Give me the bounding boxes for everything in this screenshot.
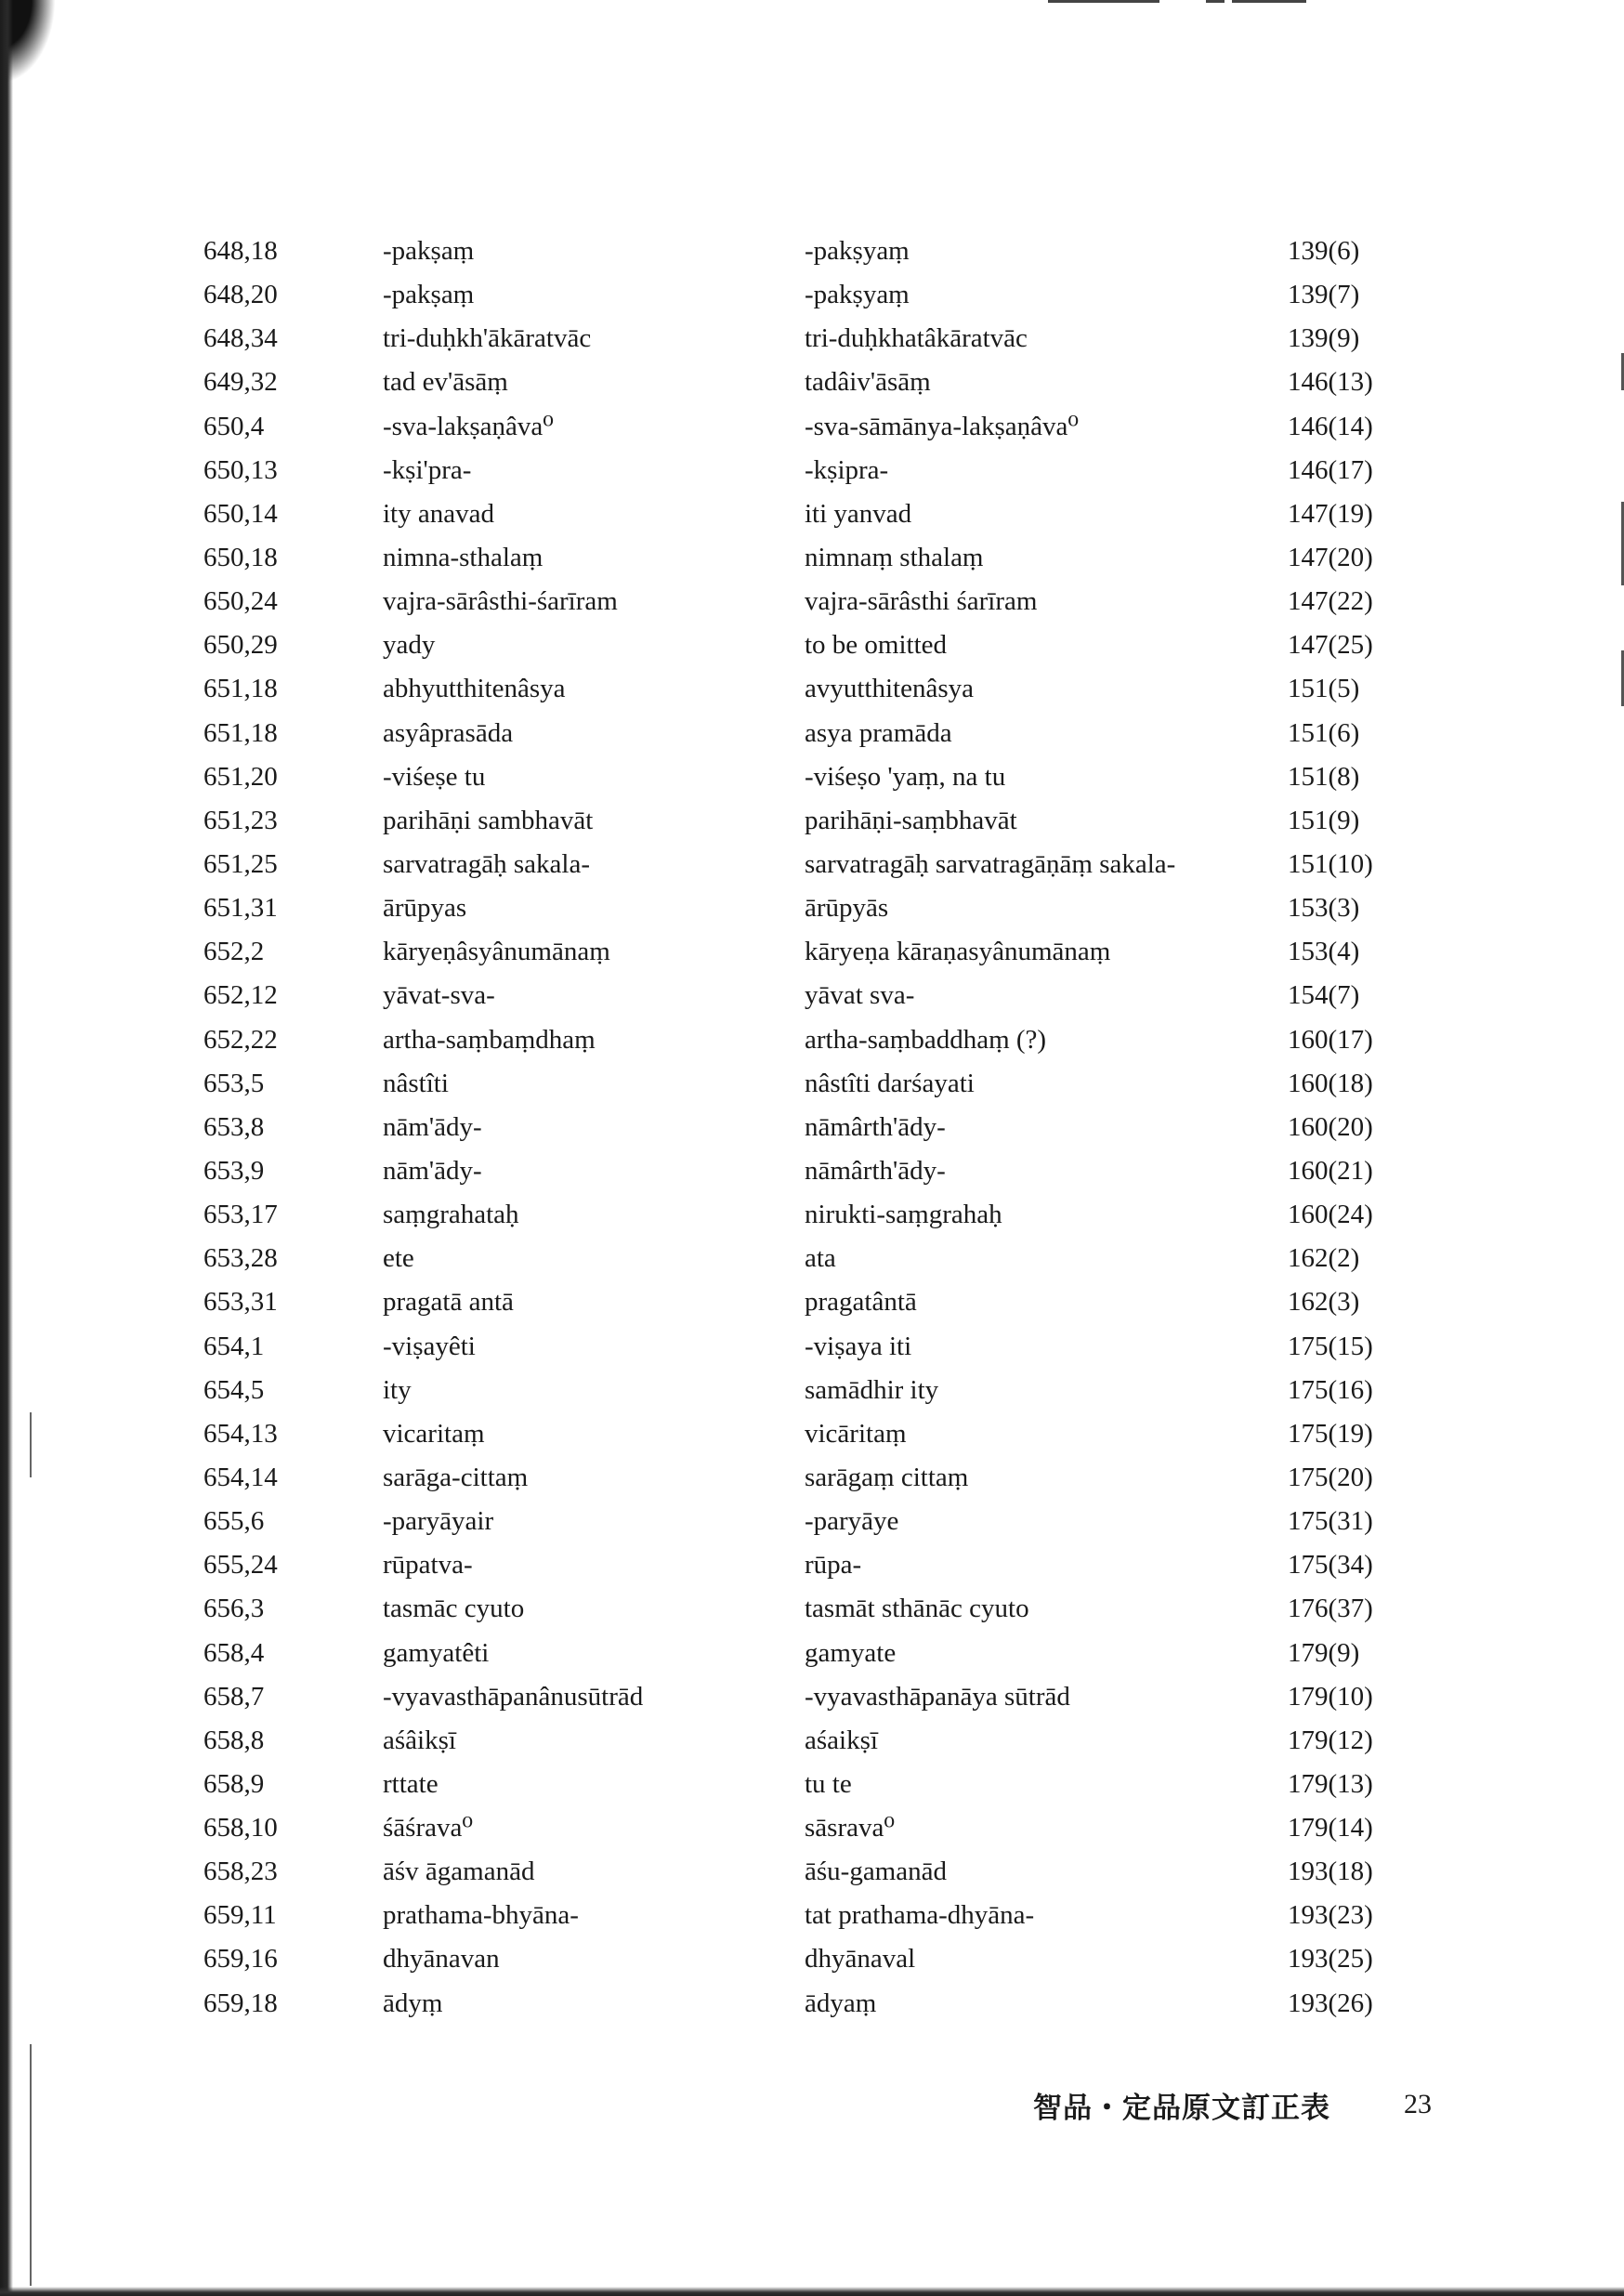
corrected-reading-cell: nimnaṃ sthalaṃ — [805, 542, 984, 572]
reference-cell: 651,25 — [203, 848, 278, 879]
reference-cell: 651,31 — [203, 893, 278, 924]
reference-cell: 653,31 — [203, 1287, 278, 1318]
footer-title: 智品・定品原文訂正表 — [1033, 2092, 1330, 2125]
original-reading-cell: ārūpyas — [383, 893, 467, 924]
table-row — [0, 974, 1624, 1017]
table-row — [0, 1062, 1624, 1106]
scan-mark-left — [30, 2044, 32, 2286]
corrected-reading-cell: rūpa- — [805, 1550, 862, 1581]
corrected-reading-cell: aśaikṣī — [805, 1725, 878, 1755]
table-row — [0, 1018, 1624, 1062]
reference-cell: 653,5 — [203, 1068, 265, 1098]
reference-cell: 658,7 — [203, 1681, 265, 1712]
reference-cell: 656,3 — [203, 1594, 265, 1624]
page-line-cell: 146(14) — [1288, 411, 1373, 441]
original-reading-cell: gamyatêti — [383, 1637, 490, 1668]
page-line-cell: 179(12) — [1288, 1725, 1373, 1755]
page-line-cell: 151(10) — [1288, 848, 1373, 879]
page-line-cell: 147(25) — [1288, 630, 1373, 661]
corrected-reading-cell: parihāṇi-saṃbhavāt — [805, 805, 1017, 835]
reference-cell: 648,18 — [203, 236, 278, 266]
table-row — [0, 1937, 1624, 1981]
original-reading-cell: ity — [383, 1374, 412, 1405]
reference-cell: 655,24 — [203, 1550, 278, 1581]
reference-cell: 653,28 — [203, 1243, 278, 1274]
original-reading-cell: -sva-lakṣaṇâva⁰ — [383, 411, 554, 441]
original-reading-cell: sarāga-cittaṃ — [383, 1462, 529, 1492]
reference-cell: 654,14 — [203, 1462, 278, 1492]
corrected-reading-cell: nirukti-saṃgrahaḥ — [805, 1200, 1002, 1230]
corrected-reading-cell: avyutthitenâsya — [805, 674, 975, 704]
scan-mark-top — [1232, 0, 1306, 3]
table-row — [0, 317, 1624, 361]
corrected-reading-cell: nāmârth'ādy- — [805, 1111, 946, 1142]
corrected-reading-cell: dhyānaval — [805, 1944, 916, 1975]
original-reading-cell: vajra-sārâsthi-śarīram — [383, 586, 618, 617]
page-line-cell: 175(31) — [1288, 1506, 1373, 1537]
table-row — [0, 930, 1624, 974]
reference-cell: 655,6 — [203, 1506, 265, 1537]
page-line-cell: 175(19) — [1288, 1418, 1373, 1449]
corrected-reading-cell: -viṣaya iti — [805, 1331, 912, 1361]
corrected-reading-cell: iti yanvad — [805, 498, 912, 529]
original-reading-cell: -viṣayêti — [383, 1331, 476, 1361]
corrected-reading-cell: vajra-sārâsthi śarīram — [805, 586, 1038, 617]
reference-cell: 651,18 — [203, 674, 278, 704]
original-reading-cell: ādyṃ — [383, 1988, 443, 2018]
page-line-cell: 175(15) — [1288, 1331, 1373, 1361]
original-reading-cell: -viśeṣe tu — [383, 761, 486, 792]
corrected-reading-cell: -vyavasthāpanāya sūtrād — [805, 1681, 1070, 1712]
page-line-cell: 162(2) — [1288, 1243, 1360, 1274]
page-line-cell: 162(3) — [1288, 1287, 1360, 1318]
original-reading-cell: nâstîti — [383, 1068, 449, 1098]
corrected-reading-cell: nāmârth'ādy- — [805, 1155, 946, 1186]
table-row — [0, 1412, 1624, 1456]
corrected-reading-cell: sarāgaṃ cittaṃ — [805, 1462, 969, 1492]
reference-cell: 659,16 — [203, 1944, 278, 1975]
original-reading-cell: rttate — [383, 1768, 439, 1799]
page-line-cell: 176(37) — [1288, 1594, 1373, 1624]
table-row — [0, 1850, 1624, 1894]
reference-cell: 652,22 — [203, 1024, 278, 1055]
corrected-reading-cell: tri-duḥkhatâkāratvāc — [805, 323, 1028, 354]
table-row — [0, 1456, 1624, 1500]
table-row — [0, 1193, 1624, 1237]
reference-cell: 658,4 — [203, 1637, 265, 1668]
original-reading-cell: tri-duḥkh'ākāratvāc — [383, 323, 592, 354]
page-line-cell: 160(18) — [1288, 1068, 1373, 1098]
original-reading-cell: kāryeṇâsyânumānaṃ — [383, 937, 610, 967]
page-line-cell: 193(26) — [1288, 1988, 1373, 2018]
original-reading-cell: asyâprasāda — [383, 717, 514, 748]
table-row — [0, 1763, 1624, 1806]
page-line-cell: 179(10) — [1288, 1681, 1373, 1712]
table-row — [0, 230, 1624, 273]
original-reading-cell: artha-saṃbaṃdhaṃ — [383, 1024, 596, 1055]
original-reading-cell: sarvatragāḥ sakala- — [383, 848, 591, 879]
corrected-reading-cell: tat prathama-dhyāna- — [805, 1900, 1035, 1931]
page-line-cell: 147(20) — [1288, 542, 1373, 572]
original-reading-cell: -kṣi'pra- — [383, 454, 472, 485]
corrected-reading-cell: nâstîti darśayati — [805, 1068, 975, 1098]
original-reading-cell: yāvat-sva- — [383, 980, 495, 1011]
original-reading-cell: -pakṣaṃ — [383, 280, 475, 310]
original-reading-cell: saṃgrahataḥ — [383, 1200, 519, 1230]
corrected-reading-cell: artha-saṃbaddhaṃ (?) — [805, 1024, 1047, 1055]
scan-mark-top — [1206, 0, 1225, 3]
page-line-cell: 146(17) — [1288, 454, 1373, 485]
reference-cell: 659,18 — [203, 1988, 278, 2018]
table-row — [0, 1587, 1624, 1631]
original-reading-cell: āśv āgamanād — [383, 1856, 535, 1887]
reference-cell: 650,14 — [203, 498, 278, 529]
corrected-reading-cell: sarvatragāḥ sarvatragāṇāṃ sakala- — [805, 848, 1176, 879]
original-reading-cell: aśâikṣī — [383, 1725, 456, 1755]
table-row — [0, 1237, 1624, 1280]
corrected-reading-cell: -kṣipra- — [805, 454, 889, 485]
page-line-cell: 160(20) — [1288, 1111, 1373, 1142]
original-reading-cell: rūpatva- — [383, 1550, 473, 1581]
original-reading-cell: tad ev'āsāṃ — [383, 367, 508, 398]
reference-cell: 650,24 — [203, 586, 278, 617]
reference-cell: 652,12 — [203, 980, 278, 1011]
corrected-reading-cell: ādyaṃ — [805, 1988, 877, 2018]
page-line-cell: 151(9) — [1288, 805, 1360, 835]
table-row — [0, 580, 1624, 623]
reference-cell: 658,9 — [203, 1768, 265, 1799]
page-line-cell: 151(5) — [1288, 674, 1360, 704]
table-row — [0, 1632, 1624, 1675]
reference-cell: 654,5 — [203, 1374, 265, 1405]
page-number: 23 — [1404, 2089, 1432, 2119]
original-reading-cell: ity anavad — [383, 498, 494, 529]
table-row — [0, 449, 1624, 492]
original-reading-cell: abhyutthitenâsya — [383, 674, 566, 704]
table-row — [0, 1500, 1624, 1543]
reference-cell: 648,20 — [203, 280, 278, 310]
page-line-cell: 147(19) — [1288, 498, 1373, 529]
original-reading-cell: parihāṇi sambhavāt — [383, 805, 594, 835]
original-reading-cell: prathama-bhyāna- — [383, 1900, 579, 1931]
scan-shadow-bottom-edge — [0, 2287, 1624, 2296]
corrected-reading-cell: to be omitted — [805, 630, 948, 661]
reference-cell: 653,9 — [203, 1155, 265, 1186]
original-reading-cell: -vyavasthāpanânusūtrād — [383, 1681, 644, 1712]
corrected-reading-cell: samādhir ity — [805, 1374, 939, 1405]
reference-cell: 650,18 — [203, 542, 278, 572]
corrected-reading-cell: -pakṣyaṃ — [805, 280, 910, 310]
reference-cell: 651,18 — [203, 717, 278, 748]
page-line-cell: 193(25) — [1288, 1944, 1373, 1975]
table-row — [0, 1675, 1624, 1719]
original-reading-cell: dhyānavan — [383, 1944, 500, 1975]
original-reading-cell: vicaritaṃ — [383, 1418, 485, 1449]
reference-cell: 654,1 — [203, 1331, 265, 1361]
reference-cell: 651,23 — [203, 805, 278, 835]
table-row — [0, 1280, 1624, 1324]
reference-cell: 653,8 — [203, 1111, 265, 1142]
page-line-cell: 153(4) — [1288, 937, 1360, 967]
page-line-cell: 179(14) — [1288, 1813, 1373, 1843]
page-line-cell: 160(24) — [1288, 1200, 1373, 1230]
table-row — [0, 273, 1624, 317]
corrected-reading-cell: ata — [805, 1243, 836, 1274]
reference-cell: 658,8 — [203, 1725, 265, 1755]
page-line-cell: 193(18) — [1288, 1856, 1373, 1887]
table-row — [0, 843, 1624, 886]
reference-cell: 651,20 — [203, 761, 278, 792]
reference-cell: 649,32 — [203, 367, 278, 398]
reference-cell: 650,4 — [203, 411, 265, 441]
table-row — [0, 712, 1624, 755]
corrected-reading-cell: -pakṣyaṃ — [805, 236, 910, 266]
table-row — [0, 1982, 1624, 2026]
page-line-cell: 179(13) — [1288, 1768, 1373, 1799]
reference-cell: 648,34 — [203, 323, 278, 354]
page-line-cell: 153(3) — [1288, 893, 1360, 924]
page-line-cell: 193(23) — [1288, 1900, 1373, 1931]
table-row — [0, 667, 1624, 711]
table-row — [0, 799, 1624, 843]
original-reading-cell: nām'ādy- — [383, 1111, 482, 1142]
corrections-table — [0, 230, 1624, 2026]
original-reading-cell: pragatā antā — [383, 1287, 514, 1318]
page-line-cell: 175(34) — [1288, 1550, 1373, 1581]
table-row — [0, 755, 1624, 799]
reference-cell: 653,17 — [203, 1200, 278, 1230]
page-line-cell: 139(6) — [1288, 236, 1360, 266]
page-line-cell: 139(7) — [1288, 280, 1360, 310]
corrected-reading-cell: -paryāye — [805, 1506, 899, 1537]
corrected-reading-cell: āśu-gamanād — [805, 1856, 947, 1887]
page-line-cell: 175(20) — [1288, 1462, 1373, 1492]
table-row — [0, 492, 1624, 536]
table-row — [0, 1369, 1624, 1412]
page-line-cell: 175(16) — [1288, 1374, 1373, 1405]
page-line-cell: 139(9) — [1288, 323, 1360, 354]
page-line-cell: 160(21) — [1288, 1155, 1373, 1186]
table-row — [0, 623, 1624, 667]
page-line-cell: 147(22) — [1288, 586, 1373, 617]
table-row — [0, 536, 1624, 580]
original-reading-cell: śāśrava⁰ — [383, 1813, 473, 1843]
corrected-reading-cell: kāryeṇa kāraṇasyânumānaṃ — [805, 937, 1111, 967]
table-row — [0, 361, 1624, 404]
original-reading-cell: tasmāc cyuto — [383, 1594, 525, 1624]
corrected-reading-cell: tadâiv'āsāṃ — [805, 367, 931, 398]
corrected-reading-cell: -viśeṣo 'yaṃ, na tu — [805, 761, 1006, 792]
reference-cell: 650,29 — [203, 630, 278, 661]
corrected-reading-cell: pragatântā — [805, 1287, 917, 1318]
original-reading-cell: nimna-sthalaṃ — [383, 542, 544, 572]
table-row — [0, 886, 1624, 930]
page-line-cell: 179(9) — [1288, 1637, 1360, 1668]
corrected-reading-cell: tu te — [805, 1768, 852, 1799]
table-row — [0, 1106, 1624, 1149]
reference-cell: 654,13 — [203, 1418, 278, 1449]
corrected-reading-cell: gamyate — [805, 1637, 897, 1668]
table-row — [0, 1806, 1624, 1850]
reference-cell: 652,2 — [203, 937, 265, 967]
table-row — [0, 1325, 1624, 1369]
corrected-reading-cell: tasmāt sthānāc cyuto — [805, 1594, 1029, 1624]
reference-cell: 658,23 — [203, 1856, 278, 1887]
original-reading-cell: yady — [383, 630, 436, 661]
corrected-reading-cell: vicāritaṃ — [805, 1418, 907, 1449]
reference-cell: 659,11 — [203, 1900, 277, 1931]
corrected-reading-cell: -sva-sāmānya-lakṣaṇâva⁰ — [805, 411, 1080, 441]
table-row — [0, 1719, 1624, 1763]
original-reading-cell: -pakṣaṃ — [383, 236, 475, 266]
original-reading-cell: -paryāyair — [383, 1506, 494, 1537]
page-line-cell: 160(17) — [1288, 1024, 1373, 1055]
corrected-reading-cell: asya pramāda — [805, 717, 952, 748]
table-row — [0, 1149, 1624, 1193]
original-reading-cell: ete — [383, 1243, 414, 1274]
table-row — [0, 1894, 1624, 1937]
page-line-cell: 151(8) — [1288, 761, 1360, 792]
table-row — [0, 1543, 1624, 1587]
reference-cell: 650,13 — [203, 454, 278, 485]
original-reading-cell: nām'ādy- — [383, 1155, 482, 1186]
scan-mark-top — [1048, 0, 1159, 3]
reference-cell: 658,10 — [203, 1813, 278, 1843]
corrected-reading-cell: ārūpyās — [805, 893, 889, 924]
page-line-cell: 151(6) — [1288, 717, 1360, 748]
page-line-cell: 154(7) — [1288, 980, 1360, 1011]
table-row — [0, 405, 1624, 449]
corrected-reading-cell: sāsrava⁰ — [805, 1813, 895, 1843]
page-line-cell: 146(13) — [1288, 367, 1373, 398]
corrected-reading-cell: yāvat sva- — [805, 980, 915, 1011]
